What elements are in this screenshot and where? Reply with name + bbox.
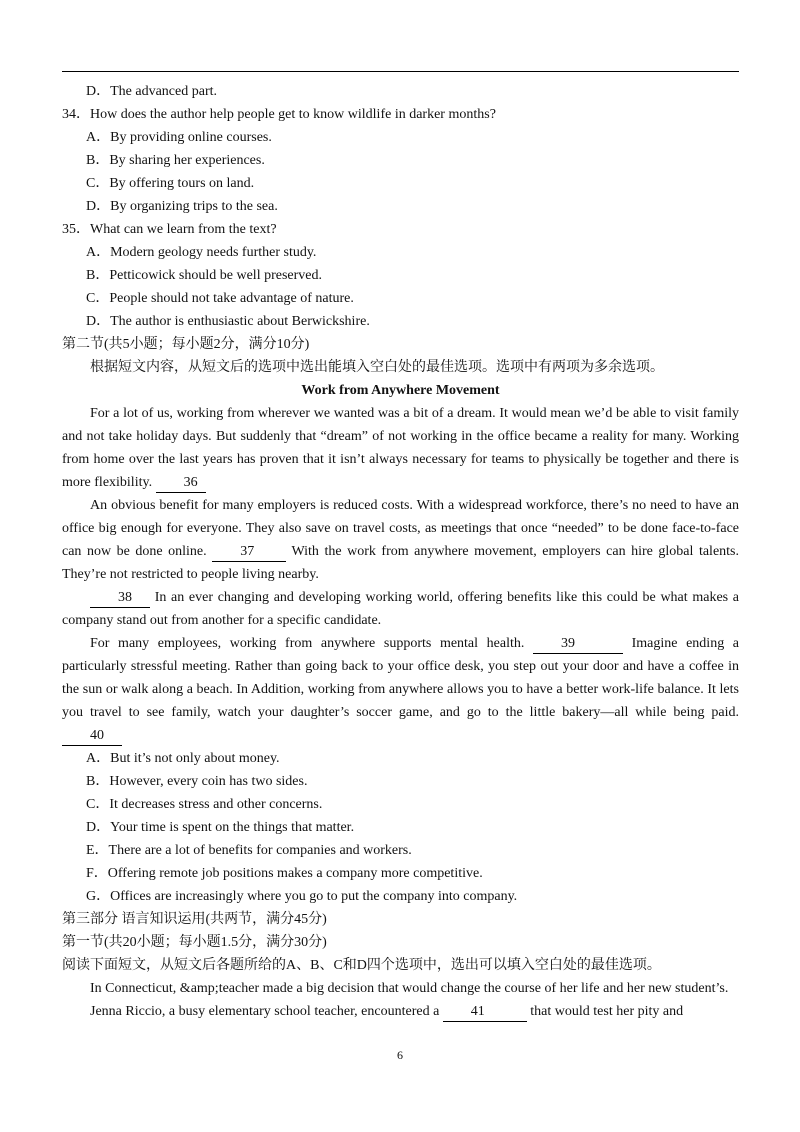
question-34-stem: 34．How does the author help people get to know wildlife in darker months? [62, 107, 496, 122]
blank-37[interactable]: 37 [212, 543, 286, 562]
option-e: E．There are a lot of benefits for companies and workers. [86, 843, 412, 858]
cloze-paragraph-1: In Connecticut, &amp;teacher made a big decision that would change the course of her life and her new student’s. [90, 981, 729, 996]
cloze-paragraph-2: Jenna Riccio, a busy elementary school teacher, encountered a 41 that would test her pity and [62, 1000, 739, 1023]
option-35c: C．People should not take advantage of nature. [86, 291, 354, 306]
option-34c: C．By offering tours on land. [86, 176, 255, 191]
part-3-heading: 第三部分 语言知识运用(共两节，满分45分) [62, 912, 327, 927]
passage-title: Work from Anywhere Movement [301, 383, 500, 398]
passage-paragraph-1: For a lot of us, working from wherever we wanted was a bit of a dream. It would mean we’d be able to visit family and not take holiday days. But suddenly that “dream” of not working in the office became a reality for many. Working from home over the last years has proven that it isn’t always necessary for teams to physically be together and there is more flexibility. 36 [62, 402, 739, 494]
option-c: C．It decreases stress and other concerns. [86, 797, 323, 812]
option-35b: B．Petticowick should be well preserved. [86, 268, 323, 283]
option-34d: D．By organizing trips to the sea. [86, 199, 278, 214]
option-f: F．Offering remote job positions makes a company more competitive. [86, 866, 483, 881]
blank-39[interactable]: 39 [533, 635, 623, 654]
option-a: A．But it’s not only about money. [86, 751, 280, 766]
option-b: B．However, every coin has two sides. [86, 774, 308, 789]
option-33d: D．The advanced part. [86, 84, 217, 99]
question-35-stem: 35．What can we learn from the text? [62, 222, 277, 237]
passage-paragraph-4: For many employees, working from anywhere supports mental health. 39 Imagine ending a particularly stressful meeting. Rather than going back to your office desk, you step out your door and have a coffee in the sun or walk along a beach. In Addition, working from anywhere allows you to have a better work-life balance. It lets you travel to see family, watch your daughter’s soccer game, and go to the little bakery—all while being paid. 40 [62, 632, 739, 747]
header-rule [62, 71, 739, 72]
blank-38[interactable]: 38 [90, 589, 150, 608]
option-34a: A．By providing online courses. [86, 130, 272, 145]
blank-36[interactable]: 36 [156, 474, 206, 493]
page-number: 6 [397, 1048, 403, 1062]
part-3-section-1-heading: 第一节(共20小题；每小题1.5分，满分30分) [62, 935, 327, 950]
option-35d: D．The author is enthusiastic about Berwickshire. [86, 314, 370, 329]
blank-40[interactable]: 40 [62, 727, 122, 746]
option-d: D．Your time is spent on the things that matter. [86, 820, 355, 835]
option-35a: A．Modern geology needs further study. [86, 245, 317, 260]
exam-page [62, 80, 739, 1023]
section-2-instruction: 根据短文内容，从短文后的选项中选出能填入空白处的最佳选项。选项中有两项为多余选项。 [90, 360, 664, 375]
passage-paragraph-2: An obvious benefit for many employers is reduced costs. With a widespread workforce, there’s no need to have an office big enough for everyone. They also save on travel costs, as meetings that once “needed” to be done face-to-face can now be done online. 37 With the work from anywhere movement, employers can hire global talents. They’re not restricted to people living nearby. [62, 498, 739, 582]
section-2-heading: 第二节(共5小题；每小题2分，满分10分) [62, 337, 310, 352]
passage-paragraph-3: 38 In an ever changing and developing working world, offering benefits like this could be what makes a company stand out from another for a specific candidate. [62, 590, 739, 628]
blank-41[interactable]: 41 [443, 1003, 527, 1022]
part-3-instruction: 阅读下面短文，从短文后各题所给的A、B、C和D四个选项中，选出可以填入空白处的最佳选项。 [62, 958, 661, 973]
option-34b: B．By sharing her experiences. [86, 153, 265, 168]
option-g: G．Offices are increasingly where you go to put the company into company. [86, 889, 518, 904]
